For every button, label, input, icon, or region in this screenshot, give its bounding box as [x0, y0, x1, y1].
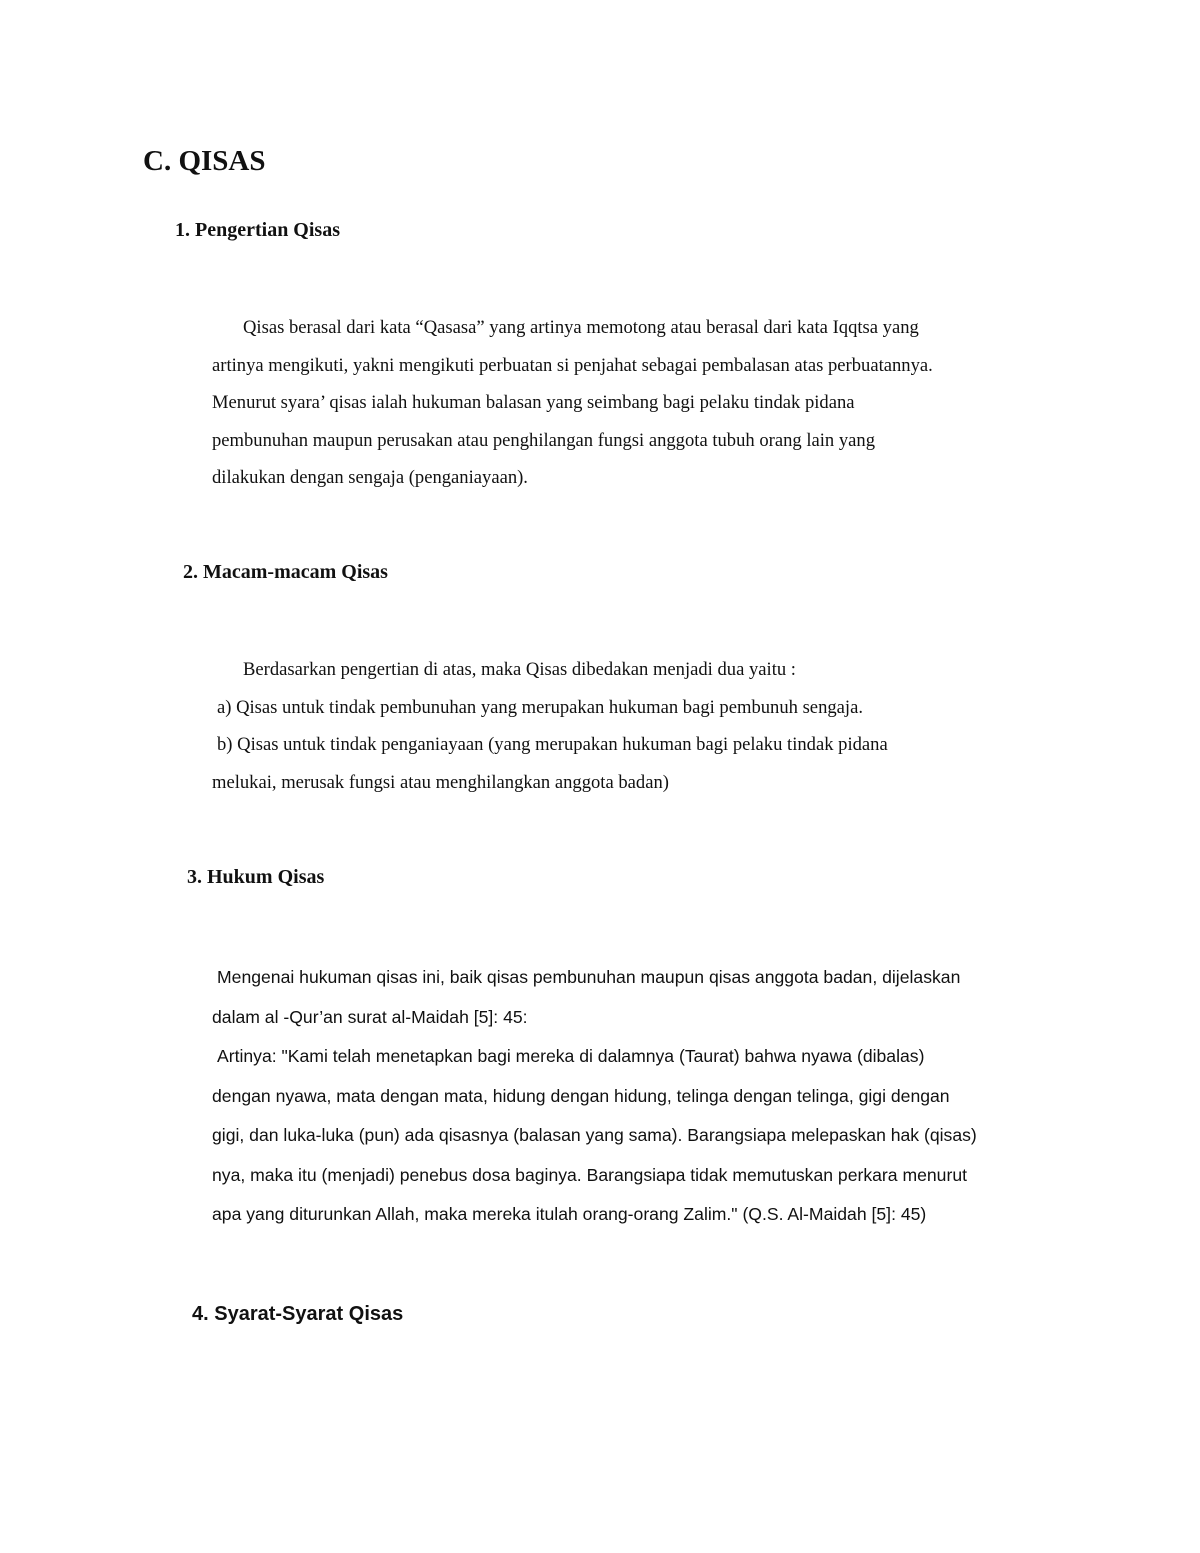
text-line: artinya mengikuti, yakni mengikuti perbuatan si penjahat sebagai pembalasan atas perbuatannya. [212, 354, 933, 376]
quote-line: nya, maka itu (menjadi) penebus dosa baginya. Barangsiapa tidak memutuskan perkara menurut [212, 1164, 968, 1185]
paragraph-hukum [212, 958, 1072, 1235]
text-line: pembunuhan maupun perusakan atau penghilangan fungsi anggota tubuh orang lain yang [212, 429, 876, 451]
quote-line: dengan nyawa, mata dengan mata, hidung dengan hidung, telinga dengan telinga, gigi dengan [212, 1085, 950, 1106]
page-title: C. QISAS [143, 145, 266, 177]
text-line: Mengenai hukuman qisas ini, baik qisas pembunuhan maupun qisas anggota badan, dijelaskan [217, 967, 961, 987]
quote-line: Artinya: "Kami telah menetapkan bagi mereka di dalamnya (Taurat) bahwa nyawa (dibalas) [217, 1046, 925, 1066]
section-heading-macam: 2. Macam-macam Qisas [183, 561, 388, 583]
quote-line: gigi, dan luka-luka (pun) ada qisasnya (balasan yang sama). Barangsiapa melepaskan hak (qisas) [212, 1125, 977, 1145]
text-line: Qisas berasal dari kata “Qasasa” yang artinya memotong atau berasal dari kata Iqqtsa yang [243, 317, 919, 338]
text-line: dilakukan dengan sengaja (penganiayaan). [212, 467, 528, 488]
section-heading-pengertian: 1. Pengertian Qisas [175, 219, 340, 241]
section-heading-syarat: 4. Syarat-Syarat Qisas [192, 1303, 404, 1325]
section-heading-hukum: 3. Hukum Qisas [187, 866, 325, 888]
text-line: melukai, merusak fungsi atau menghilangkan anggota badan) [212, 771, 669, 793]
text-line: Menurut syara’ qisas ialah hukuman balasan yang seimbang bagi pelaku tindak pidana [212, 392, 855, 413]
list-item: b) Qisas untuk tindak penganiayaan (yang merupakan hukuman bagi pelaku tindak pidana [217, 734, 888, 755]
list-item: a) Qisas untuk tindak pembunuhan yang merupakan hukuman bagi pembunuh sengaja. [217, 696, 863, 718]
text-line: Berdasarkan pengertian di atas, maka Qisas dibedakan menjadi dua yaitu : [243, 659, 796, 680]
paragraph-pengertian [212, 309, 1072, 497]
paragraph-macam [212, 651, 1072, 801]
text-line: dalam al -Qur’an surat al-Maidah [5]: 45: [212, 1006, 528, 1027]
quote-line: apa yang diturunkan Allah, maka mereka itulah orang-orang Zalim." (Q.S. Al-Maidah [5]: 45) [212, 1204, 927, 1224]
